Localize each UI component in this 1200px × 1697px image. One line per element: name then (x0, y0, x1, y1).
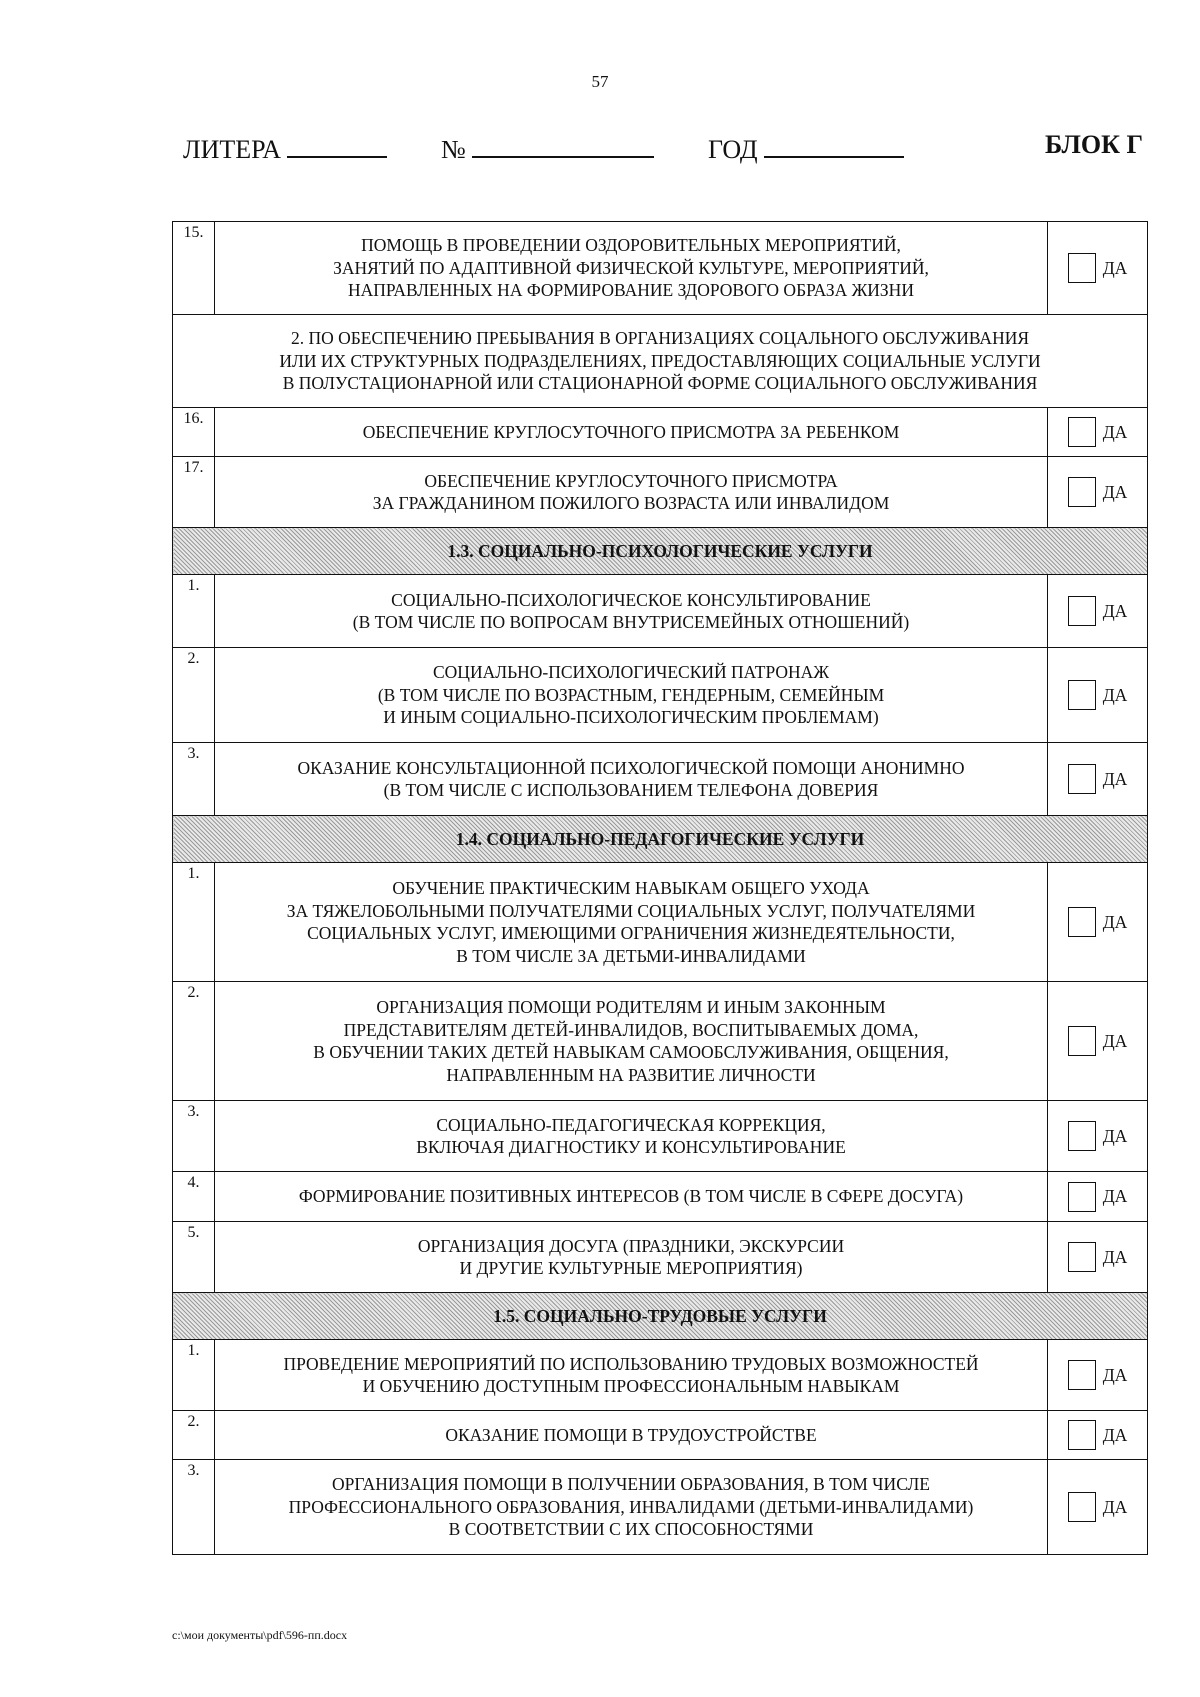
service-number: 17. (173, 457, 215, 528)
litera-blank[interactable] (287, 130, 387, 158)
block-title: БЛОК Г (1044, 130, 1143, 159)
service-description-line: (В ТОМ ЧИСЛЕ ПО ВОПРОСАМ ВНУТРИСЕМЕЙНЫХ ОТНОШЕНИЙ) (352, 612, 910, 632)
service-description (215, 1222, 1048, 1293)
yes-checkbox[interactable] (1068, 1121, 1096, 1151)
service-description (215, 982, 1048, 1101)
service-row (173, 1222, 1148, 1293)
subsection-text (173, 315, 1148, 408)
service-row (173, 1411, 1148, 1460)
yes-option (1048, 1182, 1147, 1212)
service-description-line: ОРГАНИЗАЦИЯ ДОСУГА (ПРАЗДНИКИ, ЭКСКУРСИИ (417, 1235, 845, 1256)
service-description-line: ЗА ТЯЖЕЛОБОЛЬНЫМИ ПОЛУЧАТЕЛЯМИ СОЦИАЛЬНЫХ УСЛУГ, ПОЛУЧАТЕЛЯМИ (286, 900, 976, 921)
yes-cell (1048, 408, 1148, 457)
service-description-line: ОБЕСПЕЧЕНИЕ КРУГЛОСУТОЧНОГО ПРИСМОТРА (424, 470, 838, 491)
service-row (173, 863, 1148, 982)
yes-cell (1048, 743, 1148, 816)
yes-cell (1048, 1222, 1148, 1293)
service-description-line: НАПРАВЛЕННЫХ НА ФОРМИРОВАНИЕ ЗДОРОВОГО ОБРАЗА ЖИЗНИ (348, 280, 914, 301)
yes-cell (1048, 575, 1148, 648)
service-row (173, 648, 1148, 743)
number-label: № (441, 135, 466, 164)
litera-label: ЛИТЕРА (183, 135, 282, 164)
service-description-line: ОРГАНИЗАЦИЯ ПОМОЩИ РОДИТЕЛЯМ И ИНЫМ ЗАКОННЫМ (376, 997, 886, 1017)
number-field (441, 130, 654, 165)
subsection-line: ИЛИ ИХ СТРУКТУРНЫХ ПОДРАЗДЕЛЕНИЯХ, ПРЕДОСТАВЛЯЮЩИХ СОЦИАЛЬНЫЕ УСЛУГИ (279, 350, 1041, 371)
service-description (215, 457, 1048, 528)
service-description-line: ОРГАНИЗАЦИЯ ПОМОЩИ В ПОЛУЧЕНИИ ОБРАЗОВАНИЯ, В ТОМ ЧИСЛЕ (331, 1474, 930, 1495)
services-table (172, 221, 1148, 1555)
service-row (173, 1340, 1148, 1411)
yes-label: ДА (1102, 1424, 1128, 1445)
service-row (173, 408, 1148, 457)
service-description-line: ОКАЗАНИЕ ПОМОЩИ В ТРУДОУСТРОЙСТВЕ (445, 1424, 817, 1445)
service-description-line: В СООТВЕТСТВИИ С ИХ СПОСОБНОСТЯМИ (448, 1519, 814, 1540)
service-description-line: ПРОФЕССИОНАЛЬНОГО ОБРАЗОВАНИЯ, ИНВАЛИДАМИ (ДЕТЬМИ-ИНВАЛИДАМИ) (288, 1496, 974, 1517)
yes-label: ДА (1102, 481, 1128, 502)
yes-cell (1048, 1101, 1148, 1172)
subsection-line: 2. ПО ОБЕСПЕЧЕНИЮ ПРЕБЫВАНИЯ В ОРГАНИЗАЦИЯХ СОЦАЛЬНОГО ОБСЛУЖИВАНИЯ (290, 328, 1030, 349)
service-number: 4. (173, 1172, 215, 1222)
service-number: 15. (173, 222, 215, 315)
year-label: ГОД (708, 135, 758, 164)
section-header (173, 816, 1148, 863)
yes-label: ДА (1102, 1030, 1128, 1051)
service-number: 3. (173, 743, 215, 816)
page-number: 57 (591, 72, 609, 91)
yes-checkbox[interactable] (1068, 596, 1096, 626)
yes-option (1048, 907, 1147, 937)
yes-cell (1048, 457, 1148, 528)
yes-option (1048, 1360, 1147, 1390)
yes-cell (1048, 648, 1148, 743)
service-row (173, 743, 1148, 816)
yes-option (1048, 1242, 1147, 1272)
service-description (215, 1340, 1048, 1411)
service-description (215, 863, 1048, 982)
service-description (215, 1172, 1048, 1222)
yes-option (1048, 1026, 1147, 1056)
yes-label: ДА (1102, 257, 1128, 278)
yes-checkbox[interactable] (1068, 1492, 1096, 1522)
service-description-line: ВКЛЮЧАЯ ДИАГНОСТИКУ И КОНСУЛЬТИРОВАНИЕ (416, 1137, 846, 1157)
service-description-line: СОЦИАЛЬНЫХ УСЛУГ, ИМЕЮЩИМИ ОГРАНИЧЕНИЯ ЖИЗНЕДЕЯТЕЛЬНОСТИ, (307, 923, 955, 943)
service-description-line: НАПРАВЛЕННЫМ НА РАЗВИТИЕ ЛИЧНОСТИ (446, 1064, 816, 1085)
yes-label: ДА (1102, 1125, 1128, 1146)
yes-checkbox[interactable] (1068, 417, 1096, 447)
service-number: 5. (173, 1222, 215, 1293)
section-title: 1.5. СОЦИАЛЬНО-ТРУДОВЫЕ УСЛУГИ (173, 1293, 1148, 1340)
service-number: 16. (173, 408, 215, 457)
service-description-line: И ДРУГИЕ КУЛЬТУРНЫЕ МЕРОПРИЯТИЯ) (459, 1258, 803, 1278)
yes-checkbox[interactable] (1068, 1242, 1096, 1272)
subsection-line: В ПОЛУСТАЦИОНАРНОЙ ИЛИ СТАЦИОНАРНОЙ ФОРМЕ СОЦИАЛЬНОГО ОБСЛУЖИВАНИЯ (282, 373, 1038, 394)
service-description-line: (В ТОМ ЧИСЛЕ С ИСПОЛЬЗОВАНИЕМ ТЕЛЕФОНА ДОВЕРИЯ (383, 780, 879, 800)
service-description-line: ПРЕДСТАВИТЕЛЯМ ДЕТЕЙ-ИНВАЛИДОВ, ВОСПИТЫВАЕМЫХ ДОМА, (343, 1019, 919, 1040)
service-number: 2. (173, 1411, 215, 1460)
yes-checkbox[interactable] (1068, 680, 1096, 710)
yes-cell (1048, 982, 1148, 1101)
yes-checkbox[interactable] (1068, 1360, 1096, 1390)
service-description-line: (В ТОМ ЧИСЛЕ ПО ВОЗРАСТНЫМ, ГЕНДЕРНЫМ, СЕМЕЙНЫМ (377, 684, 885, 705)
yes-label: ДА (1102, 911, 1128, 932)
service-description-line: ФОРМИРОВАНИЕ ПОЗИТИВНЫХ ИНТЕРЕСОВ (В ТОМ ЧИСЛЕ В СФЕРЕ ДОСУГА) (298, 1186, 964, 1207)
service-row (173, 1101, 1148, 1172)
service-row (173, 575, 1148, 648)
service-row (173, 1460, 1148, 1555)
service-row (173, 1172, 1148, 1222)
yes-option (1048, 477, 1147, 507)
yes-checkbox[interactable] (1068, 253, 1096, 283)
service-row (173, 222, 1148, 315)
section-title: 1.3. СОЦИАЛЬНО-ПСИХОЛОГИЧЕСКИЕ УСЛУГИ (173, 528, 1148, 575)
yes-label: ДА (1102, 1496, 1128, 1517)
service-description-line: ЗА ГРАЖДАНИНОМ ПОЖИЛОГО ВОЗРАСТА ИЛИ ИНВАЛИДОМ (372, 493, 890, 513)
form-header (183, 130, 1143, 164)
yes-label: ДА (1102, 768, 1128, 789)
service-description (215, 1101, 1048, 1172)
service-number: 3. (173, 1460, 215, 1555)
yes-cell (1048, 863, 1148, 982)
service-description (215, 222, 1048, 315)
service-description-line: ОБЕСПЕЧЕНИЕ КРУГЛОСУТОЧНОГО ПРИСМОТРА ЗА РЕБЕНКОМ (362, 421, 900, 442)
service-row (173, 982, 1148, 1101)
service-description-line: В ОБУЧЕНИИ ТАКИХ ДЕТЕЙ НАВЫКАМ САМООБСЛУЖИВАНИЯ, ОБЩЕНИЯ, (313, 1042, 949, 1062)
service-description-line: ОКАЗАНИЕ КОНСУЛЬТАЦИОННОЙ ПСИХОЛОГИЧЕСКОЙ ПОМОЩИ АНОНИМНО (297, 757, 965, 778)
yes-option (1048, 1420, 1147, 1450)
yes-checkbox[interactable] (1068, 1026, 1096, 1056)
yes-option (1048, 680, 1147, 710)
number-blank[interactable] (472, 130, 654, 158)
service-number: 2. (173, 982, 215, 1101)
yes-cell (1048, 222, 1148, 315)
service-description-line: ПРОВЕДЕНИЕ МЕРОПРИЯТИЙ ПО ИСПОЛЬЗОВАНИЮ ТРУДОВЫХ ВОЗМОЖНОСТЕЙ (283, 1353, 979, 1374)
service-number: 1. (173, 575, 215, 648)
yes-option (1048, 596, 1147, 626)
yes-label: ДА (1102, 1186, 1128, 1206)
service-description (215, 648, 1048, 743)
service-description (215, 408, 1048, 457)
yes-label: ДА (1102, 600, 1128, 621)
yes-cell (1048, 1411, 1148, 1460)
service-number: 3. (173, 1101, 215, 1172)
yes-label: ДА (1102, 421, 1128, 442)
yes-cell (1048, 1172, 1148, 1222)
service-number: 1. (173, 1340, 215, 1411)
service-number: 2. (173, 648, 215, 743)
yes-label: ДА (1102, 684, 1128, 705)
service-number: 1. (173, 863, 215, 982)
yes-option (1048, 1121, 1147, 1151)
yes-label: ДА (1102, 1246, 1128, 1267)
service-row (173, 457, 1148, 528)
subsection-header (173, 315, 1148, 408)
yes-checkbox[interactable] (1068, 477, 1096, 507)
service-description-line: И ИНЫМ СОЦИАЛЬНО-ПСИХОЛОГИЧЕСКИМ ПРОБЛЕМАМ) (383, 707, 879, 728)
service-description (215, 743, 1048, 816)
service-description-line: И ОБУЧЕНИЮ ДОСТУПНЫМ ПРОФЕССИОНАЛЬНЫМ НАВЫКАМ (362, 1376, 900, 1396)
service-description (215, 1460, 1048, 1555)
service-description-line: СОЦИАЛЬНО-ПСИХОЛОГИЧЕСКИЙ ПАТРОНАЖ (433, 662, 829, 683)
service-description (215, 1411, 1048, 1460)
yes-checkbox[interactable] (1068, 907, 1096, 937)
service-description-line: ПОМОЩЬ В ПРОВЕДЕНИИ ОЗДОРОВИТЕЛЬНЫХ МЕРОПРИЯТИЙ, (361, 235, 901, 256)
service-description-line: В ТОМ ЧИСЛЕ ЗА ДЕТЬМИ-ИНВАЛИДАМИ (456, 945, 806, 966)
yes-option (1048, 764, 1147, 794)
service-description-line: ЗАНЯТИЙ ПО АДАПТИВНОЙ ФИЗИЧЕСКОЙ КУЛЬТУРЕ, МЕРОПРИЯТИЙ, (333, 257, 929, 278)
year-field (708, 130, 904, 165)
yes-checkbox[interactable] (1068, 1182, 1096, 1212)
yes-option (1048, 417, 1147, 447)
service-description-line: СОЦИАЛЬНО-ПСИХОЛОГИЧЕСКОЕ КОНСУЛЬТИРОВАНИЕ (391, 589, 871, 610)
yes-checkbox[interactable] (1068, 1420, 1096, 1450)
service-description-line: СОЦИАЛЬНО-ПЕДАГОГИЧЕСКАЯ КОРРЕКЦИЯ, (436, 1114, 826, 1135)
section-header (173, 1293, 1148, 1340)
section-header (173, 528, 1148, 575)
year-blank[interactable] (764, 130, 904, 158)
footer-file-path: c:\мои документы\pdf\596-пп.docx (172, 1628, 348, 1642)
yes-cell (1048, 1460, 1148, 1555)
yes-checkbox[interactable] (1068, 764, 1096, 794)
yes-cell (1048, 1340, 1148, 1411)
service-description (215, 575, 1048, 648)
litera-field (183, 130, 387, 165)
service-description-line: ОБУЧЕНИЕ ПРАКТИЧЕСКИМ НАВЫКАМ ОБЩЕГО УХОДА (392, 878, 870, 898)
yes-option (1048, 1492, 1147, 1522)
yes-option (1048, 253, 1147, 283)
yes-label: ДА (1102, 1364, 1128, 1385)
section-title: 1.4. СОЦИАЛЬНО-ПЕДАГОГИЧЕСКИЕ УСЛУГИ (173, 816, 1148, 863)
